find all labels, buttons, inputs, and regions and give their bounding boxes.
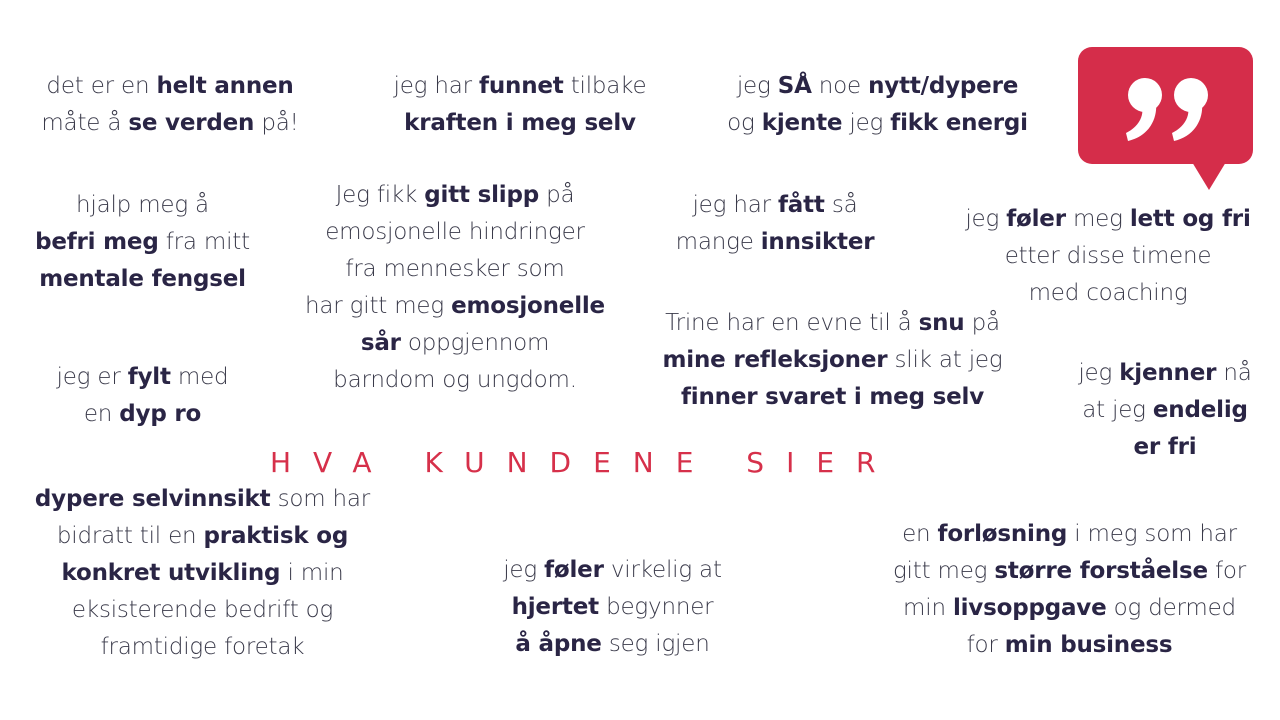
quote-emphasis: er fri [1133, 434, 1197, 460]
quote-emphasis: gitt slipp [424, 182, 539, 208]
quote-bubble-tail [1192, 162, 1226, 190]
quote-emphasis: å åpne [515, 631, 602, 657]
testimonial-quote [480, 552, 745, 663]
quote-text: på! [254, 110, 299, 136]
quote-text: nå [1216, 360, 1252, 386]
quote-line [655, 187, 895, 224]
quote-line [480, 626, 745, 663]
quote-emphasis: fylt [127, 364, 171, 390]
testimonial-quote [862, 516, 1277, 664]
quote-line [290, 214, 620, 251]
quote-text: eksisterende bedrift og [71, 597, 334, 623]
quote-line [290, 325, 620, 362]
quote-text: framtidige foretak [100, 634, 305, 660]
quote-line [10, 224, 275, 261]
quote-line [640, 379, 1025, 416]
testimonial-quote [10, 187, 275, 298]
testimonial-quote [700, 68, 1055, 142]
quote-emphasis: livsoppgave [952, 595, 1107, 621]
quote-emphasis: finner svaret i meg selv [680, 384, 985, 410]
quote-text: barndom og ungdom. [333, 367, 577, 393]
quote-line [30, 359, 255, 396]
quote-emphasis: konkret utvikling [61, 560, 281, 586]
quote-emphasis: endelig [1152, 397, 1248, 423]
quote-line [290, 362, 620, 399]
quote-text: meg [1065, 206, 1130, 232]
quote-text: med [170, 364, 229, 390]
quote-emphasis: nytt/dypere [868, 73, 1019, 99]
quote-emphasis: helt annen [156, 73, 294, 99]
quote-line [640, 342, 1025, 379]
quote-text: jeg [1078, 360, 1120, 386]
quote-text: jeg har [393, 73, 480, 99]
quote-text: bidratt til en [56, 523, 204, 549]
quote-line [862, 627, 1277, 664]
quote-line [10, 629, 395, 666]
quote-text: jeg [965, 206, 1007, 232]
quote-emphasis: sår [360, 330, 401, 356]
quote-line [370, 68, 670, 105]
quote-text: for [966, 632, 1005, 658]
quote-emphasis: føler [1006, 206, 1066, 232]
quote-text: fra mitt [158, 229, 250, 255]
quote-line [700, 68, 1055, 105]
quote-line [655, 224, 895, 261]
quote-text: på [964, 310, 1000, 336]
quote-emphasis: innsikter [760, 229, 875, 255]
quote-text: i meg som har [1067, 521, 1237, 547]
quote-text: og dermed [1106, 595, 1236, 621]
quote-emphasis: mine refleksjoner [662, 347, 888, 373]
quote-emphasis: føler [544, 557, 604, 583]
quote-emphasis: se verden [128, 110, 255, 136]
testimonial-quote [10, 481, 395, 666]
quote-text: oppgjennom [400, 330, 550, 356]
testimonial-quote [1060, 355, 1270, 466]
quote-line [862, 590, 1277, 627]
quote-text: hjalp meg å [76, 192, 209, 218]
quote-text: for [1207, 558, 1247, 584]
quote-emphasis: dyp ro [119, 401, 202, 427]
quote-line [10, 187, 275, 224]
quote-line [948, 201, 1268, 238]
testimonial-quote [640, 305, 1025, 416]
quote-text: at jeg [1082, 397, 1153, 423]
quote-text: begynner [598, 594, 714, 620]
quote-text: jeg [503, 557, 545, 583]
quote-line [640, 305, 1025, 342]
quote-line [20, 68, 320, 105]
testimonial-quote [948, 201, 1268, 312]
quote-text: har gitt meg [305, 293, 452, 319]
quote-line [10, 555, 395, 592]
quote-emphasis: forløsning [937, 521, 1068, 547]
quote-text: så [824, 192, 858, 218]
testimonial-quote [30, 359, 255, 433]
quote-line [1060, 392, 1270, 429]
quote-line [948, 238, 1268, 275]
quote-text: en [902, 521, 938, 547]
quote-text: gitt meg [892, 558, 995, 584]
quote-emphasis: dypere selvinnsikt [34, 486, 271, 512]
double-quote-icon [1078, 47, 1253, 164]
quote-text: seg igjen [601, 631, 710, 657]
quote-line [862, 553, 1277, 590]
quote-text: jeg har [692, 192, 778, 218]
quote-bubble-icon [1078, 47, 1253, 164]
section-heading: HVA KUNDENE SIER [270, 446, 898, 479]
quote-line [30, 396, 255, 433]
quote-text: en [83, 401, 120, 427]
quote-text: slik at jeg [887, 347, 1003, 373]
quote-text: min [903, 595, 953, 621]
testimonial-quote [20, 68, 320, 142]
quote-line [370, 105, 670, 142]
quote-line [700, 105, 1055, 142]
quote-line [1060, 355, 1270, 392]
quote-line [20, 105, 320, 142]
quote-text: og [727, 110, 762, 136]
quote-emphasis: fått [777, 192, 825, 218]
quote-text: jeg [736, 73, 778, 99]
quote-emphasis: kjenner [1119, 360, 1217, 386]
quote-line [10, 261, 275, 298]
quote-emphasis: kraften i meg selv [404, 110, 636, 136]
quote-emphasis: fikk energi [890, 110, 1028, 136]
quote-emphasis: snu [918, 310, 965, 336]
quote-text: emosjonelle hindringer [325, 219, 585, 245]
quote-line [480, 589, 745, 626]
quote-emphasis: funnet [479, 73, 564, 99]
quote-text: på [539, 182, 575, 208]
quote-text: jeg [842, 110, 891, 136]
quote-line [10, 592, 395, 629]
quote-line [10, 481, 395, 518]
quote-emphasis: emosjonelle [451, 293, 605, 319]
quote-line [290, 251, 620, 288]
quote-emphasis: SÅ [777, 73, 812, 99]
testimonial-quote [370, 68, 670, 142]
quote-text: virkelig at [603, 557, 722, 583]
quote-text: tilbake [563, 73, 647, 99]
quote-text: etter disse timene [1004, 243, 1212, 269]
quote-text: jeg er [56, 364, 128, 390]
quote-emphasis: større forståelse [994, 558, 1208, 584]
quote-emphasis: mentale fengsel [39, 266, 246, 292]
quote-text: som har [270, 486, 371, 512]
quote-emphasis: befri meg [35, 229, 159, 255]
quote-text: Trine har en evne til å [665, 310, 919, 336]
quote-emphasis: min business [1004, 632, 1173, 658]
quote-line [480, 552, 745, 589]
quote-text: fra mennesker som [345, 256, 565, 282]
quote-line [1060, 429, 1270, 466]
quote-emphasis: kjente [761, 110, 843, 136]
quote-text: måte å [41, 110, 129, 136]
quote-line [10, 518, 395, 555]
quote-line [290, 288, 620, 325]
quote-emphasis: lett og fri [1129, 206, 1251, 232]
quote-emphasis: hjertet [511, 594, 599, 620]
quote-text: mange [675, 229, 761, 255]
quote-text: Jeg fikk [335, 182, 425, 208]
quote-line [290, 177, 620, 214]
quote-text: noe [811, 73, 869, 99]
quote-text: i min [280, 560, 344, 586]
testimonial-quote [290, 177, 620, 399]
quote-emphasis: praktisk og [203, 523, 349, 549]
quote-text: det er en [46, 73, 157, 99]
quote-line [862, 516, 1277, 553]
quote-text: med coaching [1028, 280, 1188, 306]
testimonial-quote [655, 187, 895, 261]
